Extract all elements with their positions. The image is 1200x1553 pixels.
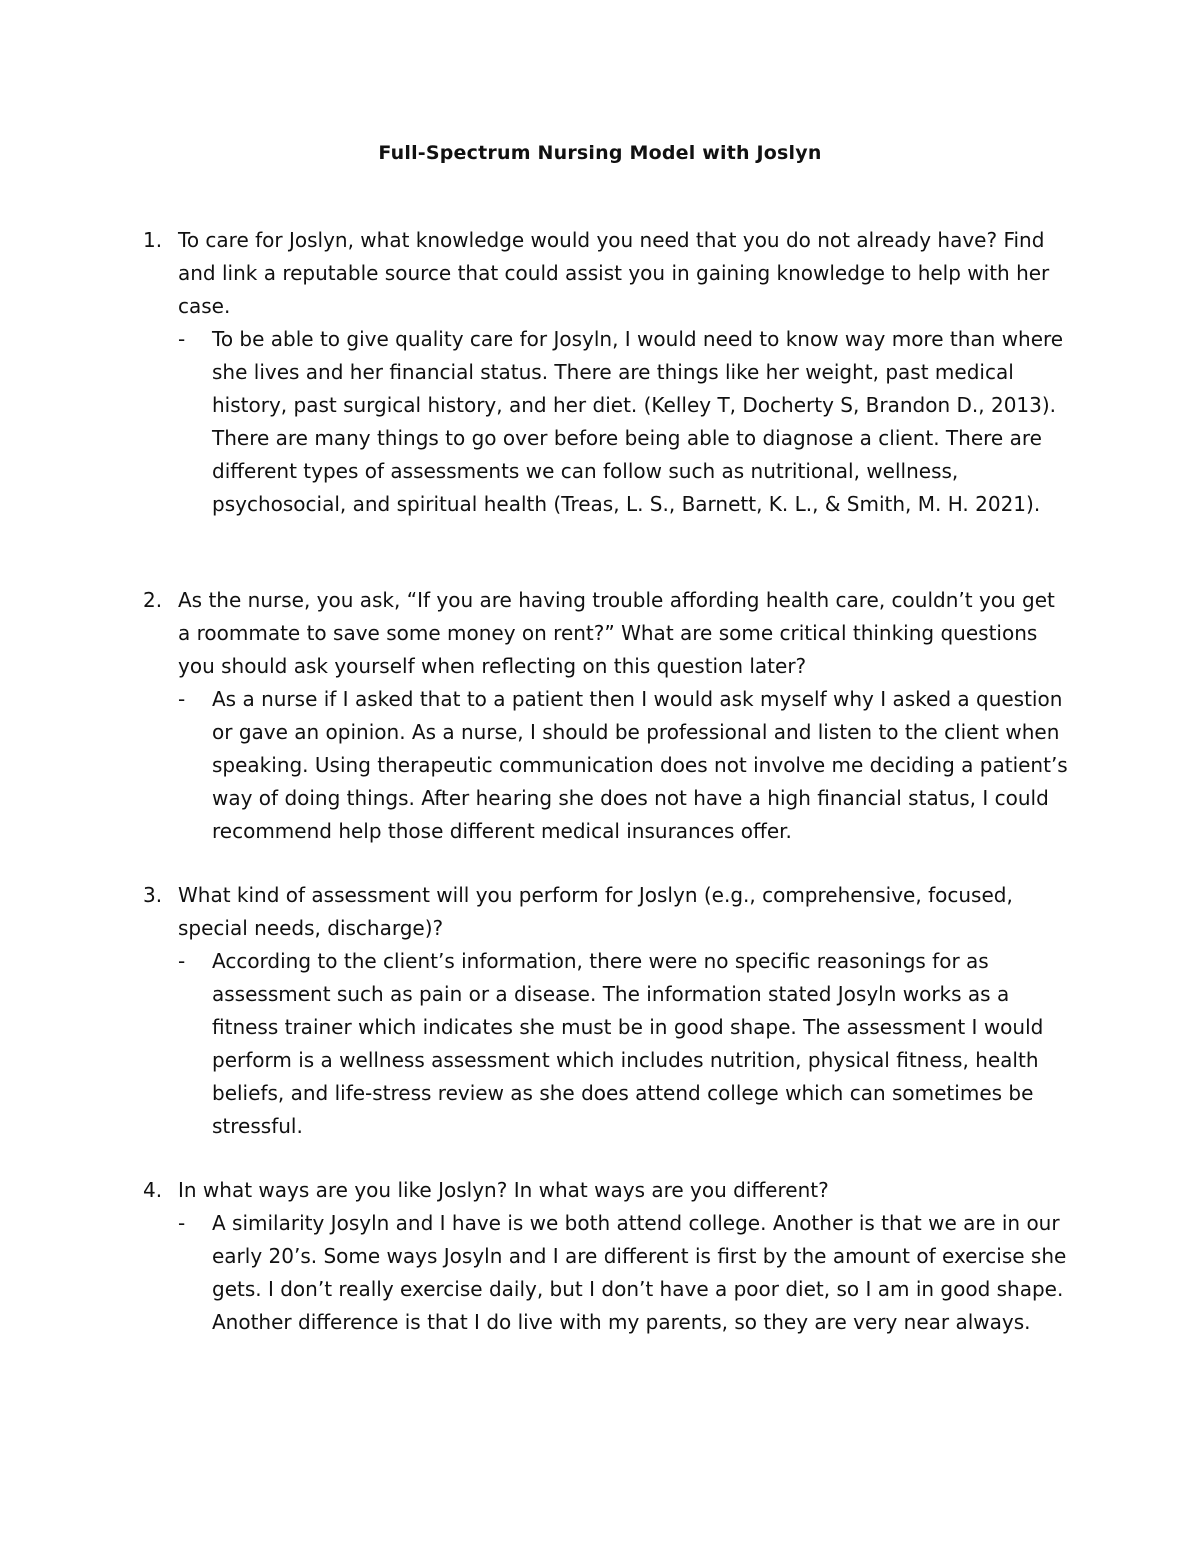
- question-text: What kind of assessment will you perform for Joslyn (e.g., comprehensive, focused, special needs, discharge)?: [178, 883, 1013, 940]
- dash-bullet: -: [178, 1211, 186, 1235]
- answer-4: [143, 1207, 1073, 1339]
- answer-text: To be able to give quality care for Josyln, I would need to know way more than where she lives and her financial status. There are things like her weight, past medical history, past surgical history, and her diet. (Kelley T, Docherty S, Brandon D., 2013). There are many things to go over before being able to diagnose a client. There are different types of assessments we can follow such as nutritional, wellness, psychosocial, and spiritual health (Treas, L. S., Barnett, K. L., & Smith, M. H. 2021).: [212, 327, 1064, 516]
- question-3: [143, 879, 1073, 945]
- question-text: As the nurse, you ask, “If you are having trouble affording health care, couldn’t you get a roommate to save some money on rent?” What are some critical thinking questions you should ask yourself when reflecting on this question later?: [178, 588, 1055, 678]
- document-title: Full-Spectrum Nursing Model with Joslyn: [378, 142, 822, 164]
- question-block-3: [143, 879, 1073, 1143]
- question-number: 4.: [143, 1178, 163, 1202]
- question-4: [143, 1174, 1073, 1207]
- answer-text: According to the client’s information, there were no specific reasonings for as assessment such as pain or a disease. The information stated Josyln works as a fitness trainer which indicates she must be in good shape. The assessment I would perform is a wellness assessment which includes nutrition, physical fitness, health beliefs, and life-stress review as she does attend college which can sometimes be stressful.: [212, 949, 1044, 1138]
- dash-bullet: -: [178, 687, 186, 711]
- question-number: 2.: [143, 588, 163, 612]
- answer-3: [143, 945, 1073, 1143]
- question-block-1: [143, 224, 1073, 521]
- answer-text: As a nurse if I asked that to a patient then I would ask myself why I asked a question or gave an opinion. As a nurse, I should be professional and listen to the client when speaking. Using therapeutic communication does not involve me deciding a patient’s way of doing things. After hearing she does not have a high financial status, I could recommend help those different medical insurances offer.: [212, 687, 1068, 843]
- question-text: To care for Joslyn, what knowledge would you need that you do not already have? Find and link a reputable source that could assist you in gaining knowledge to help with her case.: [178, 228, 1050, 318]
- answer-2: [143, 683, 1073, 848]
- answer-1: [143, 323, 1073, 521]
- question-number: 3.: [143, 883, 163, 907]
- question-block-4: [143, 1174, 1073, 1339]
- question-2: [143, 584, 1073, 683]
- question-number: 1.: [143, 228, 163, 252]
- question-text: In what ways are you like Joslyn? In what ways are you different?: [178, 1178, 829, 1202]
- dash-bullet: -: [178, 327, 186, 351]
- question-block-2: [143, 584, 1073, 848]
- answer-text: A similarity Josyln and I have is we both attend college. Another is that we are in our early 20’s. Some ways Josyln and I are different is first by the amount of exercise she gets. I don’t really exercise daily, but I don’t have a poor diet, so I am in good shape. Another difference is that I do live with my parents, so they are very near always.: [212, 1211, 1067, 1334]
- question-1: [143, 224, 1073, 323]
- dash-bullet: -: [178, 949, 186, 973]
